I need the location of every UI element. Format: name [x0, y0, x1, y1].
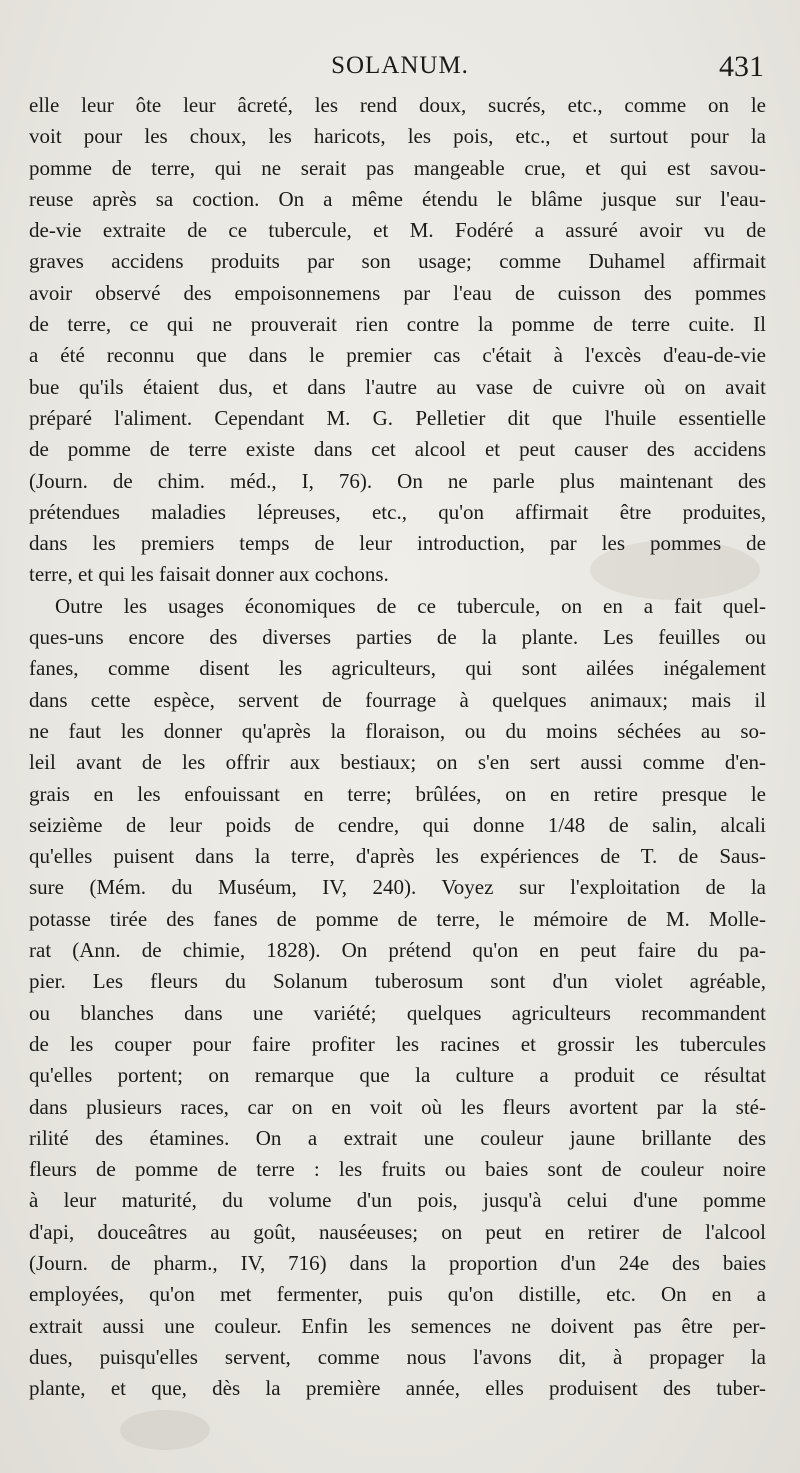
text-line: employées, qu'on met fermenter, puis qu'on distille, etc. On en a: [29, 1282, 766, 1307]
text-line: dues, puisqu'elles servent, comme nous l'avons dit, à propager la: [29, 1344, 766, 1369]
text-line: seizième de leur poids de cendre, qui donne 1/48 de salin, alcali: [29, 812, 766, 837]
text-line: rat (Ann. de chimie, 1828). On prétend qu'on en peut faire du pa-: [29, 938, 766, 963]
text-line: prétendues maladies lépreuses, etc., qu'on affirmait être produites,: [29, 499, 766, 524]
text-line: ques-uns encore des diverses parties de la plante. Les feuilles ou: [29, 625, 766, 650]
text-line: fleurs de pomme de terre : les fruits ou baies sont de couleur noire: [29, 1157, 766, 1182]
page-number: 431: [719, 50, 764, 83]
text-line: de terre, ce qui ne prouverait rien contre la pomme de terre cuite. Il: [29, 312, 766, 337]
text-line: qu'elles portent; on remarque que la culture a produit ce résultat: [29, 1063, 766, 1088]
text-line: dans cette espèce, servent de fourrage à quelques animaux; mais il: [29, 687, 766, 712]
text-line: d'api, douceâtres au goût, nauséeuses; on peut en retirer de l'alcool: [29, 1219, 766, 1244]
text-line: ou blanches dans une variété; quelques agriculteurs recommandent: [29, 1000, 766, 1025]
text-line: fanes, comme disent les agriculteurs, qui sont ailées inégalement: [29, 656, 766, 681]
text-line: à leur maturité, du volume d'un pois, jusqu'à celui d'une pomme: [29, 1188, 766, 1213]
text-line: extrait aussi une couleur. Enfin les semences ne doivent pas être per-: [29, 1313, 766, 1338]
running-title: SOLANUM.: [331, 52, 469, 79]
text-line: grais en les enfouissant en terre; brûlées, on en retire presque le: [29, 781, 766, 806]
text-line: bue qu'ils étaient dus, et dans l'autre au vase de cuivre où on avait: [29, 374, 766, 399]
text-line: ne faut les donner qu'après la floraison, ou du moins séchées au so-: [29, 718, 766, 743]
text-line: avoir observé des empoisonnemens par l'eau de cuisson des pommes: [29, 280, 766, 305]
text-line: Outre les usages économiques de ce tubercule, on en a fait quel-: [55, 593, 766, 618]
text-line: rilité des étamines. On a extrait une couleur jaune brillante des: [29, 1125, 766, 1150]
page-header: [0, 52, 800, 88]
text-line: a été reconnu que dans le premier cas c'était à l'excès d'eau-de-vie: [29, 343, 766, 368]
text-line: de-vie extraite de ce tubercule, et M. Fodéré a assuré avoir vu de: [29, 218, 766, 243]
text-line: terre, et qui les faisait donner aux cochons.: [29, 562, 389, 587]
text-line: potasse tirée des fanes de pomme de terre, le mémoire de M. Molle-: [29, 906, 766, 931]
text-line: plante, et que, dès la première année, elles produisent des tuber-: [29, 1376, 766, 1401]
body-text: [29, 90, 766, 1404]
text-line: dans les premiers temps de leur introduction, par les pommes de: [29, 531, 766, 556]
text-line: pomme de terre, qui ne serait pas mangeable crue, et qui est savou-: [29, 155, 766, 180]
text-line: voit pour les choux, les haricots, les pois, etc., et surtout pour la: [29, 124, 766, 149]
text-line: de pomme de terre existe dans cet alcool et peut causer des accidens: [29, 437, 766, 462]
text-line: de les couper pour faire profiter les racines et grossir les tubercules: [29, 1031, 766, 1056]
text-line: sure (Mém. du Muséum, IV, 240). Voyez sur l'exploitation de la: [29, 875, 766, 900]
text-line: leil avant de les offrir aux bestiaux; on s'en sert aussi comme d'en-: [29, 750, 766, 775]
text-line: (Journ. de chim. méd., I, 76). On ne parle plus maintenant des: [29, 468, 766, 493]
text-line: (Journ. de pharm., IV, 716) dans la proportion d'un 24e des baies: [29, 1250, 766, 1275]
text-line: pier. Les fleurs du Solanum tuberosum sont d'un violet agréable,: [29, 969, 766, 994]
text-line: elle leur ôte leur âcreté, les rend doux, sucrés, etc., comme on le: [29, 93, 766, 117]
text-line: graves accidens produits par son usage; comme Duhamel affirmait: [29, 249, 766, 274]
paper-stain: [120, 1410, 210, 1450]
text-line: préparé l'aliment. Cependant M. G. Pelletier dit que l'huile essentielle: [29, 405, 766, 430]
text-line: reuse après sa coction. On a même étendu le blâme jusque sur l'eau-: [29, 186, 766, 211]
text-line: qu'elles puisent dans la terre, d'après les expériences de T. de Saus-: [29, 844, 766, 869]
text-line: dans plusieurs races, car on en voit où les fleurs avortent par la sté-: [29, 1094, 766, 1119]
